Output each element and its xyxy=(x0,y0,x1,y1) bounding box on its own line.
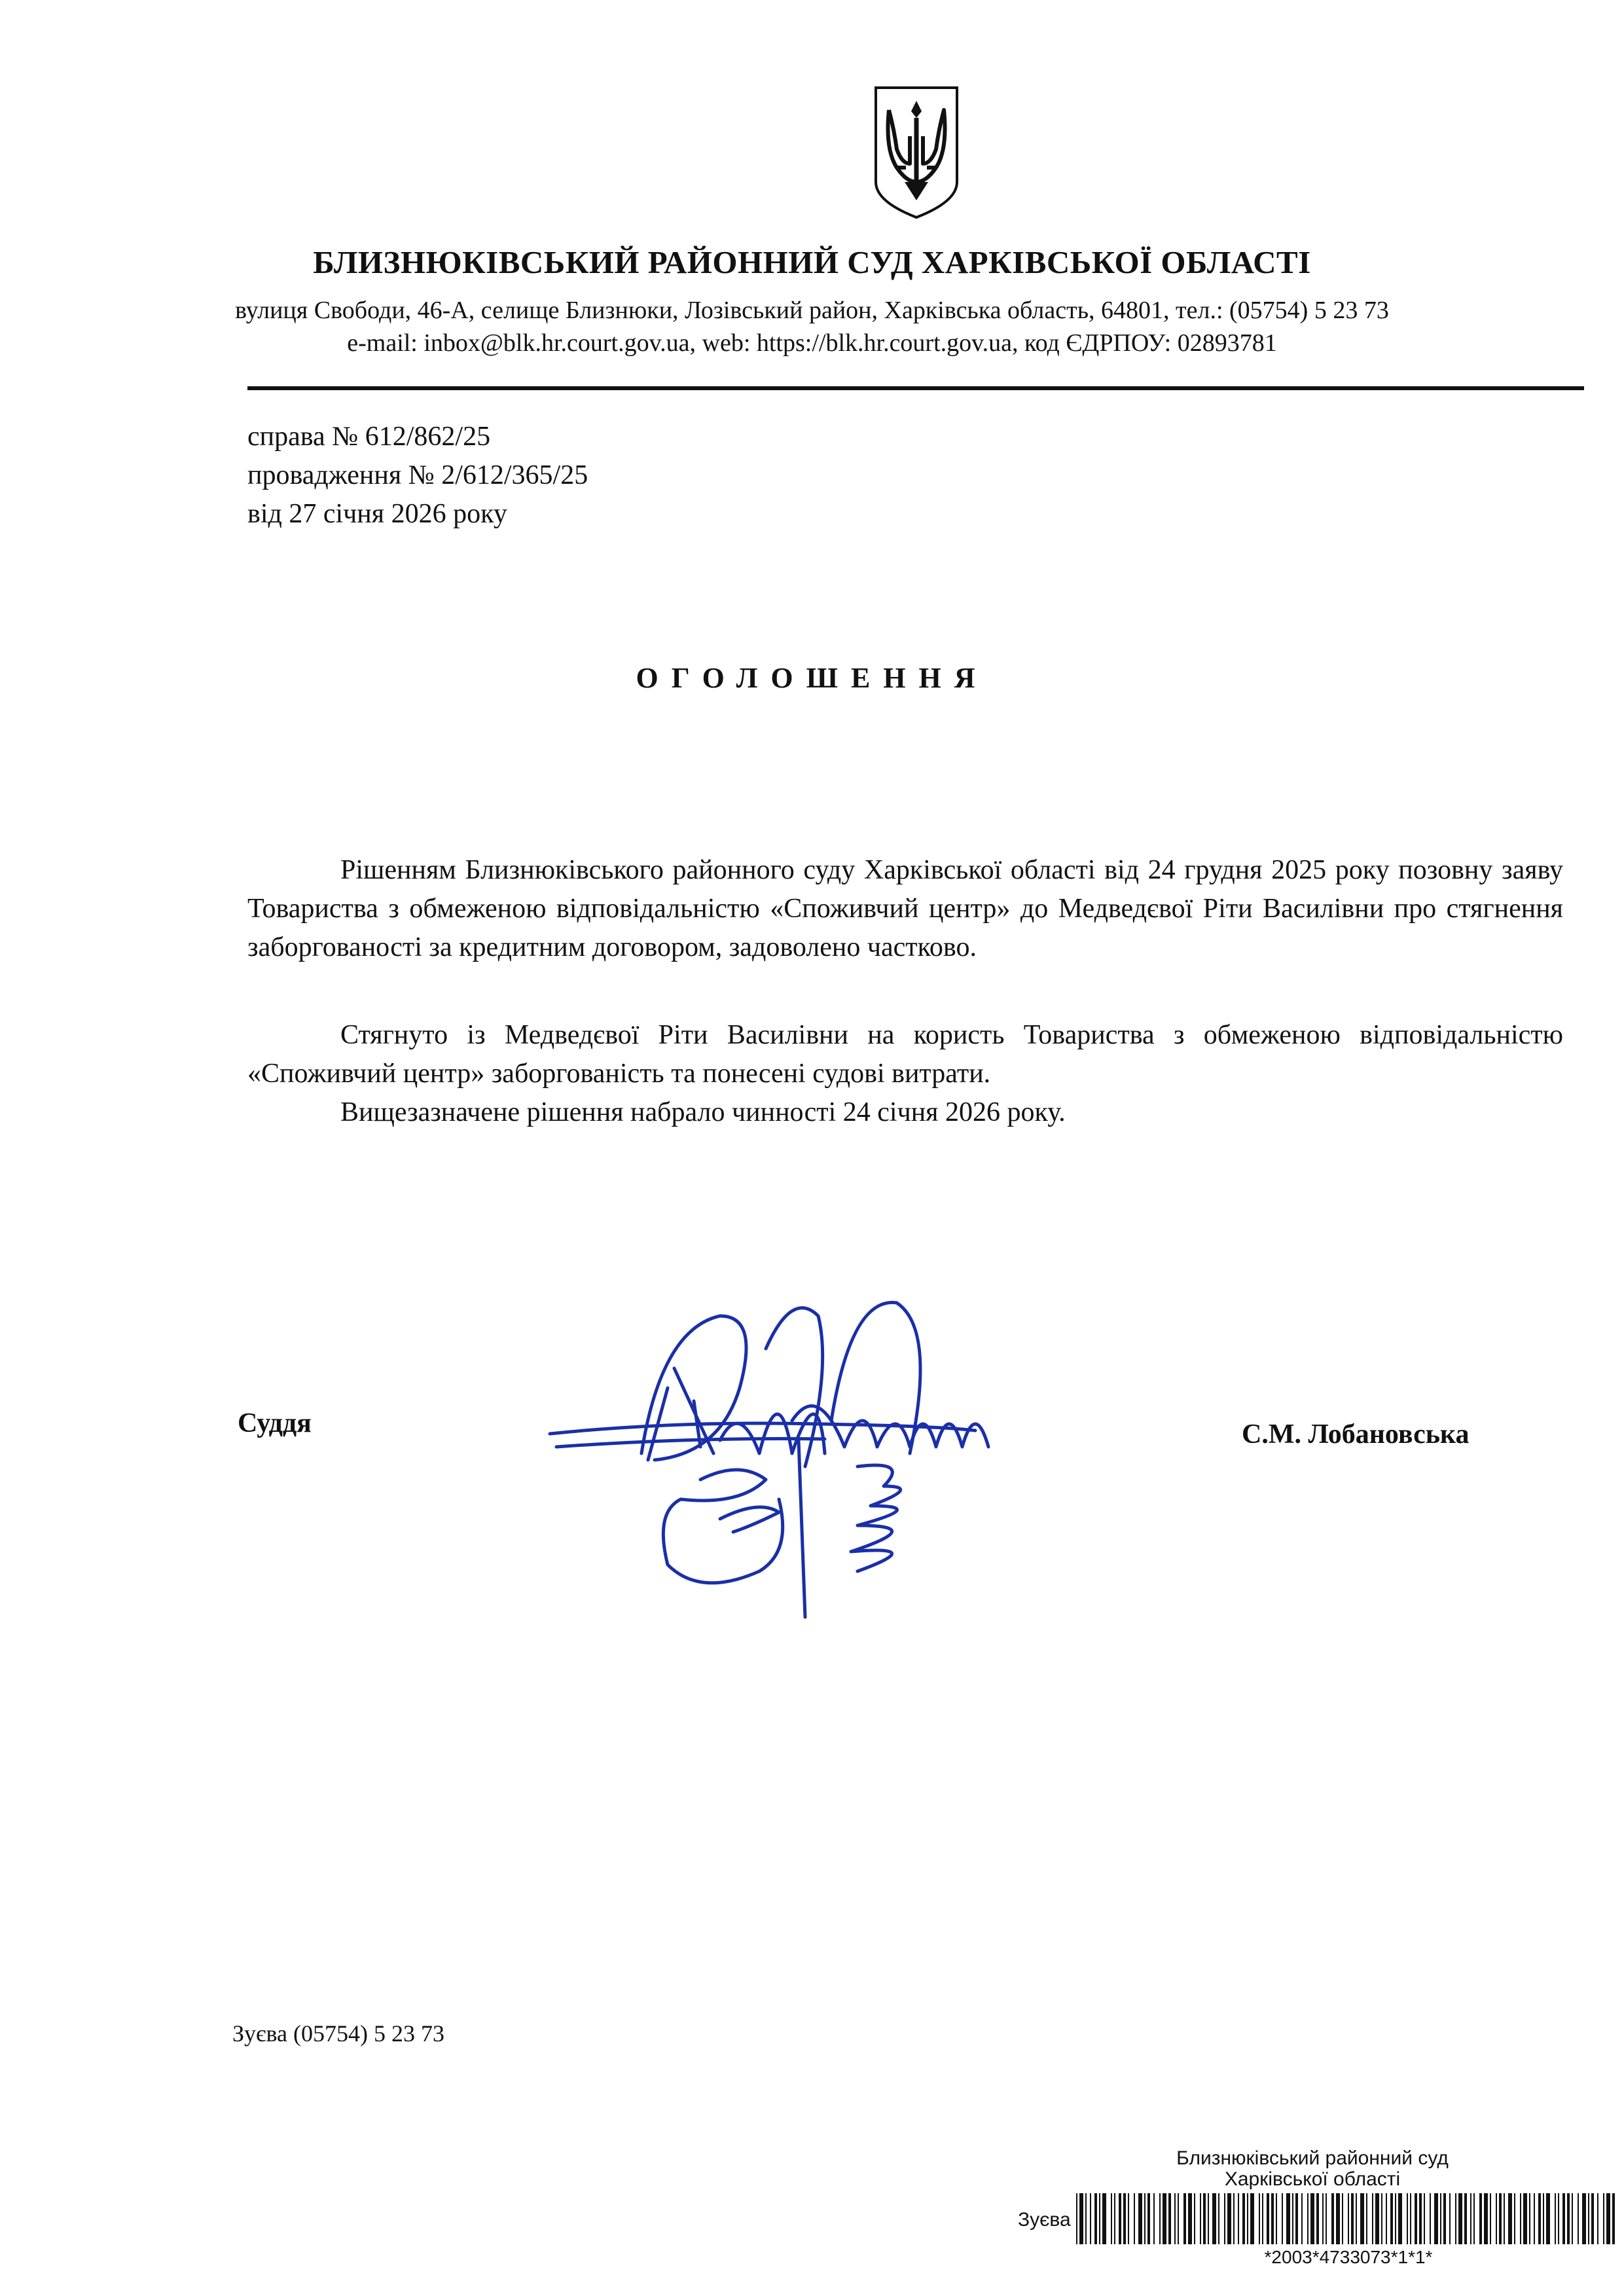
barcode-bar xyxy=(1259,2193,1260,2244)
barcode-bar xyxy=(1295,2193,1298,2244)
barcode-bar xyxy=(1128,2193,1129,2244)
barcode-bar xyxy=(1174,2193,1176,2244)
barcode-bar xyxy=(1242,2193,1245,2244)
barcode-bar xyxy=(1523,2193,1527,2244)
barcode-bar xyxy=(1286,2193,1290,2244)
barcode-bar xyxy=(1415,2193,1417,2244)
barcode-bar xyxy=(1102,2193,1106,2244)
barcode-bar xyxy=(1200,2193,1201,2244)
barcode-bar xyxy=(1484,2193,1488,2244)
barcode-bar xyxy=(1419,2193,1422,2244)
barcode-bar xyxy=(1534,2193,1535,2244)
barcode-bar xyxy=(1520,2193,1521,2244)
body-paragraph-1: Рішенням Близнюківського районного суду Харківської області від 24 грудня 2025 року позовну заяву Товариства з обмеженою відповідальністю «Споживчий центр» до Медведєвої Ріти Василівни про стягнення заборгованості за кредитним договором, задоволено частково. xyxy=(247,855,1563,962)
barcode-bar xyxy=(1271,2193,1274,2244)
barcode-bar xyxy=(1331,2193,1334,2244)
barcode-bar xyxy=(1504,2193,1505,2244)
barcode-bar xyxy=(1250,2193,1254,2244)
barcode-bar xyxy=(1490,2193,1491,2244)
barcode-bar xyxy=(1123,2193,1126,2244)
barcode-bar xyxy=(1591,2193,1594,2244)
barcode-bar xyxy=(1538,2193,1541,2244)
barcode-bar xyxy=(1079,2193,1083,2244)
barcode-bar xyxy=(1085,2193,1087,2244)
barcode-bar xyxy=(1238,2193,1239,2244)
barcode-bar xyxy=(1153,2193,1155,2244)
barcode-bar xyxy=(1351,2193,1354,2244)
barcode-bar xyxy=(1410,2193,1411,2244)
barcode-bar xyxy=(1407,2193,1408,2244)
barcode-bar xyxy=(1529,2193,1530,2244)
document-date: від 27 січня 2026 року xyxy=(247,499,507,529)
body-paragraph-3: Вищезазначене рішення набрало чинності 24 січня 2026 року. xyxy=(340,1097,1066,1127)
case-number: справа № 612/862/25 xyxy=(247,422,491,452)
handwritten-signature xyxy=(543,1290,1087,1624)
barcode-bar xyxy=(1558,2193,1559,2244)
barcode-bar xyxy=(1262,2193,1263,2244)
barcode-bar xyxy=(1348,2193,1349,2244)
barcode-bar xyxy=(1326,2193,1327,2244)
barcode-bar xyxy=(1233,2193,1235,2244)
barcode-bar xyxy=(1310,2193,1314,2244)
barcode-bar xyxy=(1267,2193,1269,2244)
barcode-bar xyxy=(1119,2193,1121,2244)
barcode-bar xyxy=(1390,2193,1393,2244)
barcode-bar xyxy=(1434,2193,1438,2244)
barcode-bar xyxy=(1076,2193,1077,2244)
barcode-bar xyxy=(1562,2193,1565,2244)
court-name: БЛИЗНЮКІВСЬКИЙ РАЙОННИЙ СУД ХАРКІВСЬКОЇ ОБЛАСТІ xyxy=(313,244,1311,280)
barcode-bar xyxy=(1455,2193,1456,2244)
executor-contact: Зуєва (05754) 5 23 73 xyxy=(232,2020,444,2047)
barcode-bar xyxy=(1499,2193,1502,2244)
body-paragraph-2: Стягнуто із Медведєвої Ріти Василівни на користь Товариства з обмеженою відповідальністю «Споживчий центр» заборгованість та понесені судові витрати. xyxy=(247,1020,1563,1089)
barcode-bar xyxy=(1606,2193,1610,2244)
barcode-bar xyxy=(1395,2193,1396,2244)
barcode-bar xyxy=(1094,2193,1097,2244)
barcode-bar xyxy=(1578,2193,1579,2244)
barcode-bar xyxy=(1138,2193,1142,2244)
barcode-bar xyxy=(1597,2193,1598,2244)
barcode-bar xyxy=(1163,2193,1166,2244)
barcode-bar xyxy=(1430,2193,1431,2244)
barcode-bar xyxy=(1224,2193,1225,2244)
barcode-bar xyxy=(1212,2193,1216,2244)
barcode-bar xyxy=(1372,2193,1373,2244)
barcode-bar xyxy=(1336,2193,1340,2244)
barcode-bar xyxy=(1366,2193,1367,2244)
barcode-bar xyxy=(1582,2193,1586,2244)
barcode-bar xyxy=(1424,2193,1425,2244)
barcode-bar xyxy=(1360,2193,1364,2244)
stamp-initials: Зуєва xyxy=(1018,2209,1071,2231)
barcode-bar xyxy=(1292,2193,1293,2244)
barcode-bar xyxy=(1227,2193,1231,2244)
barcode-bar xyxy=(1090,2193,1091,2244)
barcode-bar xyxy=(1322,2193,1324,2244)
trident-emblem-icon xyxy=(871,84,962,221)
barcode-bar xyxy=(1188,2193,1192,2244)
barcode-bar xyxy=(1208,2193,1209,2244)
barcode-bar xyxy=(1247,2193,1248,2244)
barcode-bar xyxy=(1301,2193,1303,2244)
barcode-bar xyxy=(1386,2193,1387,2244)
barcode-number: *2003*4733073*1*1* xyxy=(1264,2247,1433,2267)
court-contacts: e-mail: inbox@blk.hr.court.gov.ua, web: https://blk.hr.court.gov.ua, код ЄДРПОУ: 02893781 xyxy=(347,329,1277,357)
header-divider xyxy=(247,386,1584,390)
barcode-bar xyxy=(1496,2193,1497,2244)
barcode-bar xyxy=(1440,2193,1441,2244)
barcode-bar xyxy=(1603,2193,1604,2244)
barcode-bar xyxy=(1114,2193,1115,2244)
barcode-bar xyxy=(1572,2193,1573,2244)
barcode-bar xyxy=(1543,2193,1544,2244)
barcode-bar xyxy=(1276,2193,1277,2244)
barcode-bar xyxy=(1458,2193,1462,2244)
barcode-bar xyxy=(1316,2193,1319,2244)
document-title: ОГОЛОШЕННЯ xyxy=(636,662,988,694)
judge-label: Суддя xyxy=(238,1408,312,1438)
barcode-bar xyxy=(1479,2193,1482,2244)
barcode-bar xyxy=(1183,2193,1186,2244)
barcode-bar xyxy=(1612,2193,1615,2244)
barcode-bar xyxy=(1342,2193,1343,2244)
barcode-bar xyxy=(1168,2193,1171,2244)
barcode-bar xyxy=(1282,2193,1283,2244)
barcode-bar xyxy=(1194,2193,1195,2244)
barcode-bar xyxy=(1159,2193,1161,2244)
barcode-bar xyxy=(1307,2193,1308,2244)
barcode-bar xyxy=(1508,2193,1512,2244)
barcode-bar xyxy=(1588,2193,1589,2244)
court-address: вулиця Свободи, 46-А, селище Близнюки, Лозівський район, Харківська область, 64801, тел.: (05754) 5 23 73 xyxy=(235,297,1389,324)
barcode-bar xyxy=(1134,2193,1135,2244)
document-barcode xyxy=(1074,2193,1623,2244)
barcode-bar xyxy=(1356,2193,1357,2244)
barcode-bar xyxy=(1567,2193,1570,2244)
barcode-bar xyxy=(1144,2193,1146,2244)
barcode-bar xyxy=(1218,2193,1219,2244)
stamp-court-line-2: Харківської області xyxy=(1224,2168,1401,2190)
barcode-bar xyxy=(1398,2193,1402,2244)
barcode-bar xyxy=(1178,2193,1179,2244)
barcode-bar xyxy=(1464,2193,1467,2244)
barcode-bar xyxy=(1555,2193,1556,2244)
barcode-bar xyxy=(1443,2193,1446,2244)
barcode-bar xyxy=(1473,2193,1475,2244)
barcode-bar xyxy=(1203,2193,1206,2244)
barcode-bar xyxy=(1470,2193,1471,2244)
judge-name: С.М. Лобановська xyxy=(1242,1419,1470,1449)
barcode-bar xyxy=(1147,2193,1150,2244)
barcode-bar xyxy=(1449,2193,1451,2244)
barcode-bar xyxy=(1546,2193,1550,2244)
barcode-bar xyxy=(1111,2193,1112,2244)
stamp-court-line-1: Близнюківський районний суд xyxy=(1176,2147,1449,2169)
barcode-bar xyxy=(1375,2193,1379,2244)
proceeding-number: провадження № 2/612/365/25 xyxy=(247,460,588,490)
barcode-bar xyxy=(1514,2193,1515,2244)
barcode-bar xyxy=(1099,2193,1100,2244)
barcode-bar xyxy=(1381,2193,1382,2244)
